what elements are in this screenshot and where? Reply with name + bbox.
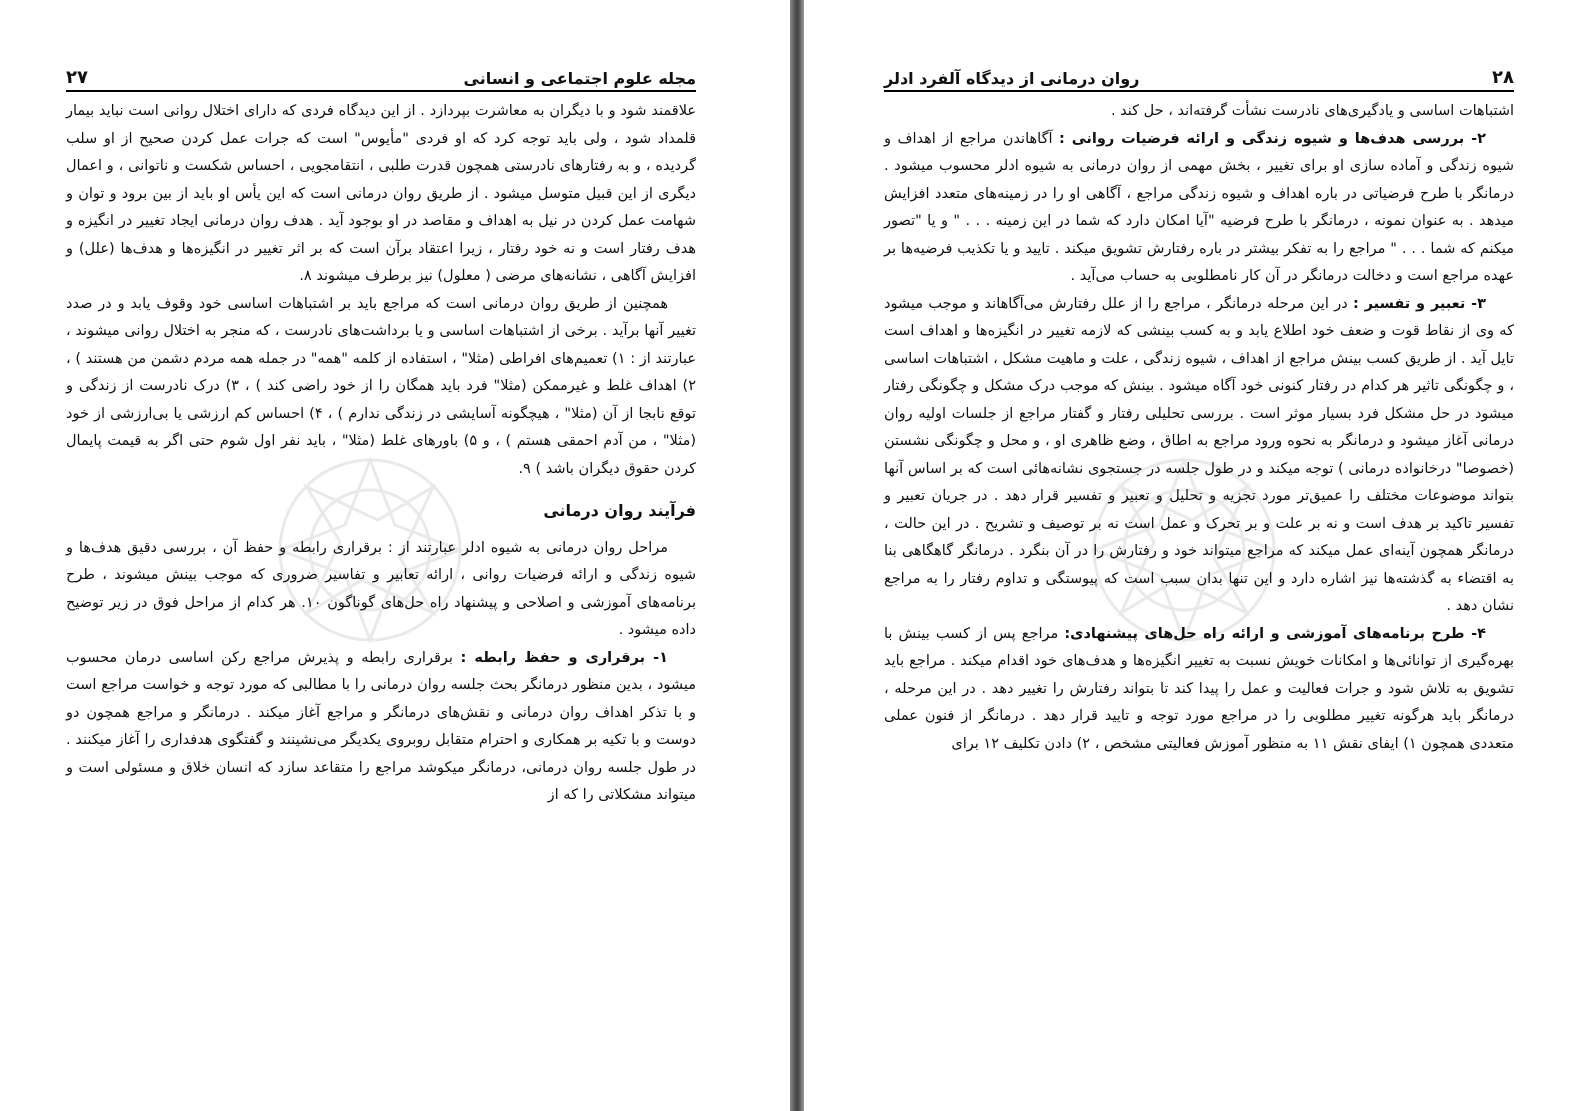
- paragraph: اشتباهات اساسی و یادگیری‌های نادرست نشأت گرفته‌اند ، حل کند .: [1110, 103, 1514, 119]
- step-text: آگاهاندن مراجع از اهداف و شیوه زندگی و آماده سازی او برای تغییر ، بخش مهمی از روان درمانی به شیوه ادلر محسوب میشود . درمانگر با طرح فرضیاتی در باره اهداف و شیوه زندگی مراجع ، آگاهی او را در زمینه‌های متعدد افزایش میدهد . به عنوان نمونه ، درمانگر با طرح فرضیه "آیا امکان دارد که شما در این زمینه . . . " و یا "تصور میکنم که شما . . . " مراجع را به تفکر بیشتر در باره رفتارش تشویق میکند . تایید و یا تکذیب فرضیه‌ها بر عهده مراجع است و دخالت درمانگر در آن کار نامطلوبی به حساب می‌آید .: [884, 130, 1514, 284]
- page-number: ۲۷: [66, 67, 88, 88]
- page-right: [804, 0, 1594, 1111]
- paragraph: همچنین از طریق روان درمانی است که مراجع باید بر اشتباهات اساسی خود وقوف یابد و در صدد تغییر آنها برآید . برخی از اشتباهات اساسی و یا برداشت‌های نادرست ، که منجر به اختلال روانی میشوند ، عبارتند از : ۱) تعمیم‌های افراطی (مثلا" ، استفاده از کلمه "همه" در جمله همه مردم دشمن من هستند ) ، ۲) اهداف غلط و غیرممکن (مثلا" فرد باید همگان را از خود راضی کند ) ، ۳) درک نادرست از زندگی و توقع نابجا از آن (مثلا" ، هیچگونه آسایشی در زندگی ندارم ) ، ۴) احساس کم ارزشی یا بی‌ارزشی از خود (مثلا" ، من آدم احمقی هستم ) ، و ۵) باورهای غلط (مثلا" ، باید نفر اول شوم حتی اگر به قیمت پایمال کردن حقوق دیگران باشد ) ۹.: [66, 295, 697, 477]
- step-heading: ۳- تعبیر و تفسیر :: [1353, 295, 1486, 312]
- book-gutter: [790, 0, 804, 1111]
- page-header: [884, 62, 1514, 92]
- page-number: ۲۸: [1492, 67, 1514, 88]
- page-left: [0, 0, 790, 1111]
- paragraph: علاقمند شود و با دیگران به معاشرت بپردازد . از این دیدگاه فردی که دارای اختلال روانی است نباید بیمار قلمداد شود ، ولی باید توجه کرد که او فردی "مأیوس" است که جرات عمل کردن صحیح از او سلب گردیده ، و به رفتارهای نادرستی همچون قدرت طلبی ، انتقامجویی ، احساس شکست و ناتوانی ، و اعمال دیگری از این قبیل متوسل میشود . از طریق روان درمانی است که این یأس او باید از بین برود و توان و شهامت عمل کردن در نیل به اهداف و مقاصد در او بوجود آید . هدف روان درمانی ایجاد تغییر در انگیزه و هدف رفتار است و نه خود رفتار ، زیرا اعتقاد برآن است که بر اثر تغییر در انگیزه‌ها و هدف‌ها (علل) و افزایش آگاهی ، نشانه‌های مرضی ( معلول) نیز برطرف میشوند ۸.: [66, 103, 696, 284]
- page-body: [884, 98, 1514, 758]
- running-title: مجله علوم اجتماعی و انسانی: [463, 69, 696, 88]
- paragraph: [884, 291, 1514, 621]
- step-text: برقراری رابطه و پذیرش مراجع رکن اساسی درمان محسوب میشود ، بدین منظور درمانگر بحث جلسه روان درمانی را با مطالبی که مورد توجه و خواست مراجع است و با تذکر اهداف روان درمانی و نقش‌های درمانگر و مراجع آغاز میکند . درمانگر و مراجع همچون دو دوست و با تکیه بر همکاری و احترام متقابل روبروی یکدیگر می‌نشینند و گفتگوی هدفداری را آغاز میکنند . در طول جلسه روان درمانی، درمانگر میکوشد مراجع را متقاعد سازد که انسان خلاق و مسئولی است و میتواند مشکلاتی را که از: [66, 649, 696, 803]
- section-heading: فرآیند روان درمانی: [543, 501, 696, 520]
- paragraph: مراحل روان درمانی به شیوه ادلر عبارتند از : برقراری رابطه و حفظ آن ، بررسی دقیق هدف‌ها و شیوه زندگی و ارائه فرضیات روانی ، ارائه تعابیر و تفاسیر ضروری که موجب بینش میشوند ، طرح برنامه‌های آموزشی و اصلاحی و پیشنهاد راه حل‌های گوناگون ۱۰. هر کدام از مراحل فوق در زیر توضیح داده میشود .: [66, 539, 696, 638]
- running-title: روان درمانی از دیدگاه آلفرد ادلر: [884, 69, 1140, 88]
- page-body: [66, 98, 696, 810]
- paragraph: [884, 621, 1514, 759]
- paragraph: [66, 645, 696, 810]
- step-heading: ۲- بررسی هدف‌ها و شیوه زندگی و ارائه فرضیات روانی :: [1059, 130, 1487, 147]
- step-heading: ۱- برقراری و حفظ رابطه :: [460, 649, 669, 666]
- step-text: در این مرحله درمانگر ، مراجع را از علل رفتارش می‌آگاهاند و موجب میشود که وی از نقاط قوت و ضعف خود اطلاع یابد و به کسب بینشی که لازمه تغییر در انگیزه‌ها و اهداف است تایل آید . از طریق کسب بینش مراجع از اهداف ، شیوه زندگی ، علت و ماهیت مشکل ، اشتباهات اساسی ، و چگونگی تاثیر هر کدام در رفتار کنونی خود آگاه میشود . بینش که موجب درک مشکل و چگونگی رفتار میشود در حل مشکل فرد بسیار موثر است . بررسی تحلیلی رفتار و گفتار مراجع از جلسات اولیه روان درمانی آغاز میشود و درمانگر به نحوه ورود مراجع به اطاق ، وضع ظاهری او ، و محل و چگونگی نشستن (خصوصا" درخانواده درمانی ) توجه میکند و در طول جلسه در جستجوی نشانه‌هائی است که بر اساس آنها بتواند موضوعات مختلف را عمیق‌تر مورد تجزیه و تحلیل و تعبیر و تفسیر قرار دهد . در جریان تعبیر و تفسیر تاکید بر هدف است و نه بر علت و بر تحرک و عمل است نه بر توصیف و تشریح . در این حالت ، درمانگر همچون آینه‌ای عمل میکند که مراجع میتواند خود و رفتارش را در آن بنگرد . درمانگر گاهگاهی بنا به اقتضاء به گذشته‌ها نیز اشاره دارد و این تنها بدان سبب است که پیوستگی و تداوم رفتار را به مراجع نشان دهد .: [884, 295, 1514, 614]
- step-heading: ۴- طرح برنامه‌های آموزشی و ارائه راه حل‌های پیشنهادی:: [1064, 625, 1486, 642]
- paragraph: [884, 126, 1514, 291]
- step-text: مراجع پس از کسب بینش با بهره‌گیری از توانائی‌ها و امکانات خویش نسبت به تغییر انگیزه‌ها و هدف‌های خود اقدام میکند . مراجع باید تشویق به تلاش شود و جرات فعالیت و عمل را پیدا کند تا بتواند رفتارش را تغییر دهد . در این مرحله ، درمانگر باید هرگونه تغییر مطلوبی را در مراجع مورد توجه و تایید قرار دهد . درمانگر از فنون عملی متعددی همچون ۱) ایفای نقش ۱۱ به منظور آموزش فعالیتی مشخص ، ۲) دادن تکلیف ۱۲ برای: [884, 625, 1514, 752]
- page-header: [66, 62, 696, 92]
